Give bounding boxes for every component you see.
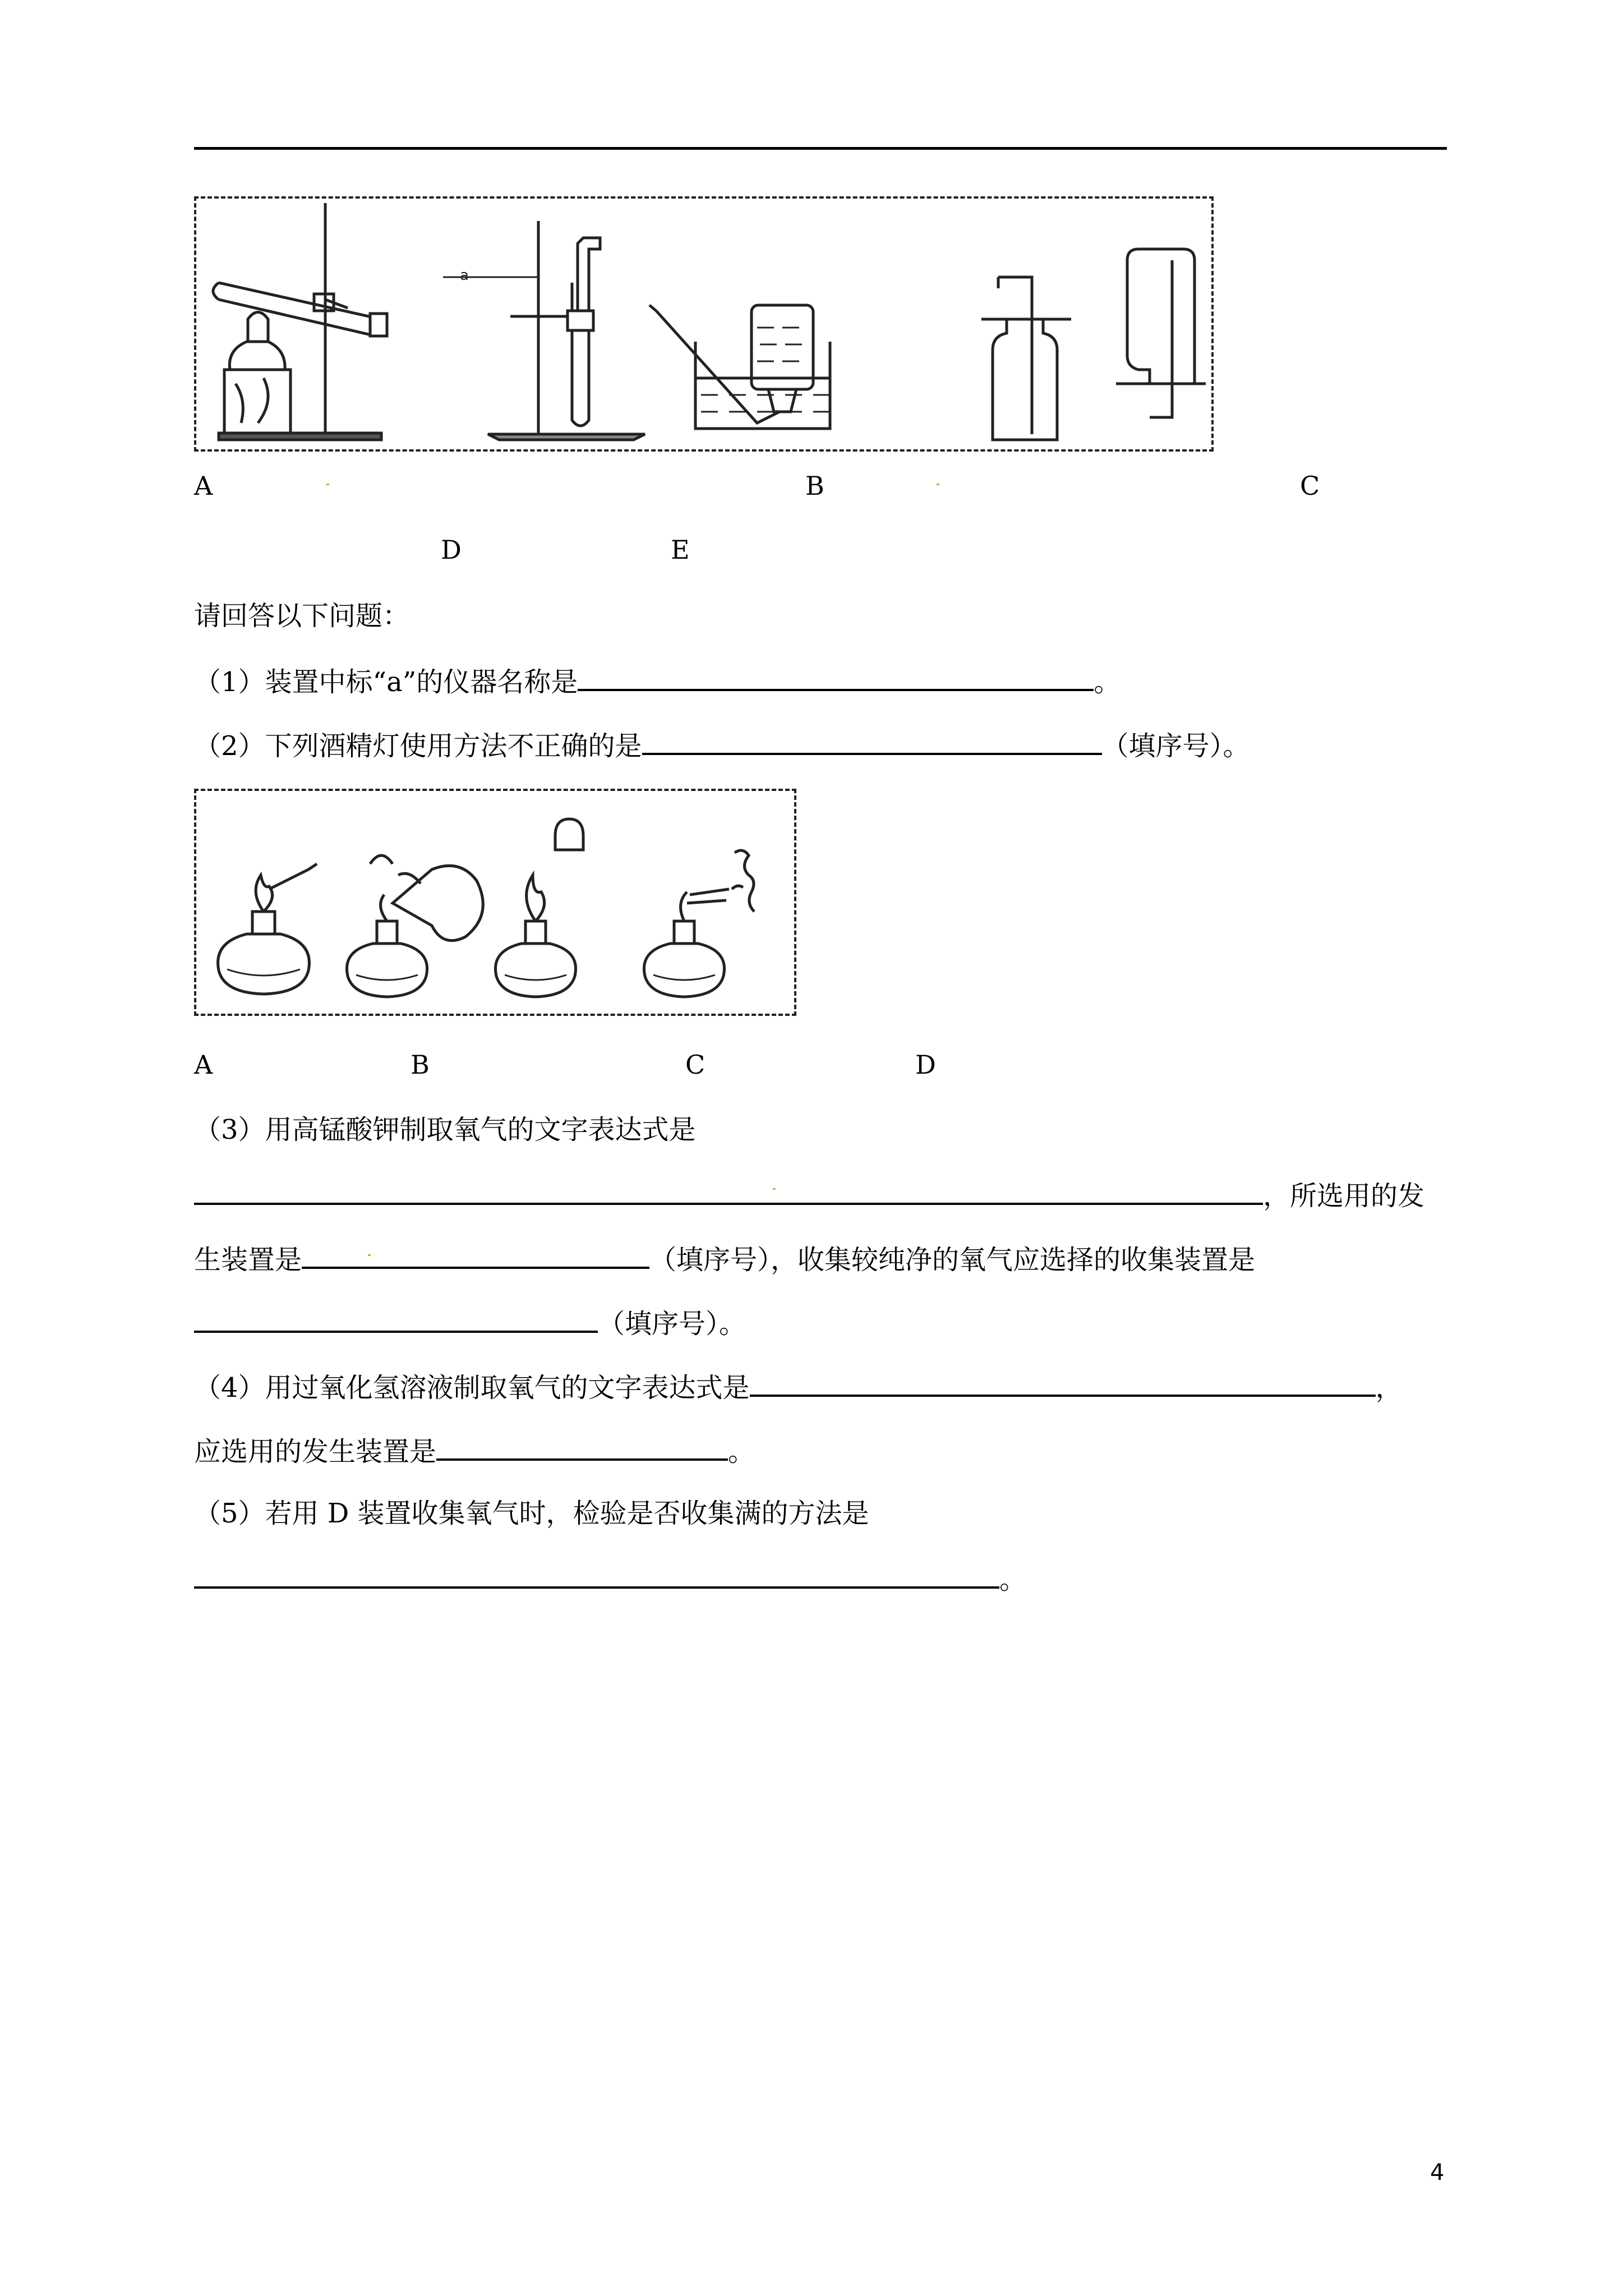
q1-answer-blank[interactable]	[578, 662, 1094, 691]
question-3-line1: （3）用高锰酸钾制取氧气的文字表达式是	[194, 1114, 696, 1145]
fig1-label-a: A	[194, 471, 213, 501]
alcohol-lamp-drawing	[196, 791, 799, 1018]
mark-dot	[326, 484, 329, 485]
fig2-label-a: A	[194, 1050, 213, 1080]
q3-generator-blank[interactable]	[302, 1240, 649, 1269]
fig1-label-c: C	[1300, 471, 1320, 501]
mark-dot	[368, 1254, 371, 1256]
mark-dot	[937, 484, 939, 485]
q5-method-blank[interactable]	[194, 1559, 999, 1589]
q1-end: 。	[1094, 666, 1121, 698]
question-3-line4	[194, 1304, 746, 1342]
question-3-line2	[194, 1176, 1424, 1214]
q3-line3-start: 生装置是	[194, 1244, 302, 1276]
apparatus-label-a: a	[460, 267, 469, 284]
q1-text: （1）装置中标“a”的仪器名称是	[194, 666, 578, 698]
lamp-b	[347, 855, 483, 997]
apparatus-b-stand	[443, 221, 645, 440]
fig2-label-b: B	[411, 1050, 430, 1080]
question-3-line3	[194, 1240, 1255, 1278]
lamp-c	[495, 819, 583, 997]
apparatus-d-bottle	[981, 277, 1071, 440]
question-5-line2	[194, 1559, 1026, 1598]
apparatus-figure	[194, 196, 1214, 452]
fig2-label-c: C	[685, 1050, 706, 1080]
q4-line1: （4）用过氧化氢溶液制取氧气的文字表达式是	[194, 1372, 750, 1404]
question-5-line1: （5）若用 D 装置收集氧气时，检验是否收集满的方法是	[194, 1498, 869, 1529]
apparatus-e-inverted-bottle	[1116, 249, 1206, 417]
question-4-line2	[194, 1432, 755, 1470]
q4-line1-end: ，	[1375, 1372, 1403, 1404]
q3-line2-end: ，所选用的发	[1263, 1180, 1425, 1212]
q3-equation-blank[interactable]	[194, 1176, 1263, 1205]
q2-end: （填序号）。	[1101, 730, 1250, 762]
apparatus-a-heating	[213, 203, 387, 440]
q2-answer-blank[interactable]	[642, 726, 1102, 755]
q4-equation-blank[interactable]	[750, 1368, 1376, 1397]
q3-line4-end: （填序号）。	[598, 1308, 746, 1340]
alcohol-lamp-figure	[194, 789, 796, 1016]
question-1	[194, 662, 1121, 700]
lamp-d	[644, 850, 754, 997]
q4-line2-start: 应选用的发生装置是	[194, 1436, 437, 1467]
q4-generator-blank[interactable]	[436, 1432, 728, 1461]
page-number: 4	[1430, 2160, 1445, 2185]
fig1-label-d: D	[441, 535, 462, 565]
q5-line2-end: 。	[999, 1564, 1027, 1595]
q3-collector-blank[interactable]	[194, 1304, 598, 1333]
apparatus-c-trough	[649, 305, 830, 429]
lamp-a	[218, 864, 317, 994]
fig2-label-d: D	[915, 1050, 936, 1080]
q2-text: （2）下列酒精灯使用方法不正确的是	[194, 730, 642, 762]
question-2	[194, 726, 1250, 764]
header-rule	[194, 147, 1447, 150]
fig1-label-b: B	[805, 471, 824, 501]
fig1-label-e: E	[671, 535, 690, 565]
q4-line2-end: 。	[728, 1436, 755, 1467]
intro-text: 请回答以下问题：	[194, 600, 410, 632]
q3-line3-end: （填序号），收集较纯净的氧气应选择的收集装置是	[649, 1244, 1256, 1276]
question-4-line1	[194, 1368, 1403, 1406]
mark-dot	[773, 1188, 776, 1190]
apparatus-drawing	[196, 199, 1216, 454]
